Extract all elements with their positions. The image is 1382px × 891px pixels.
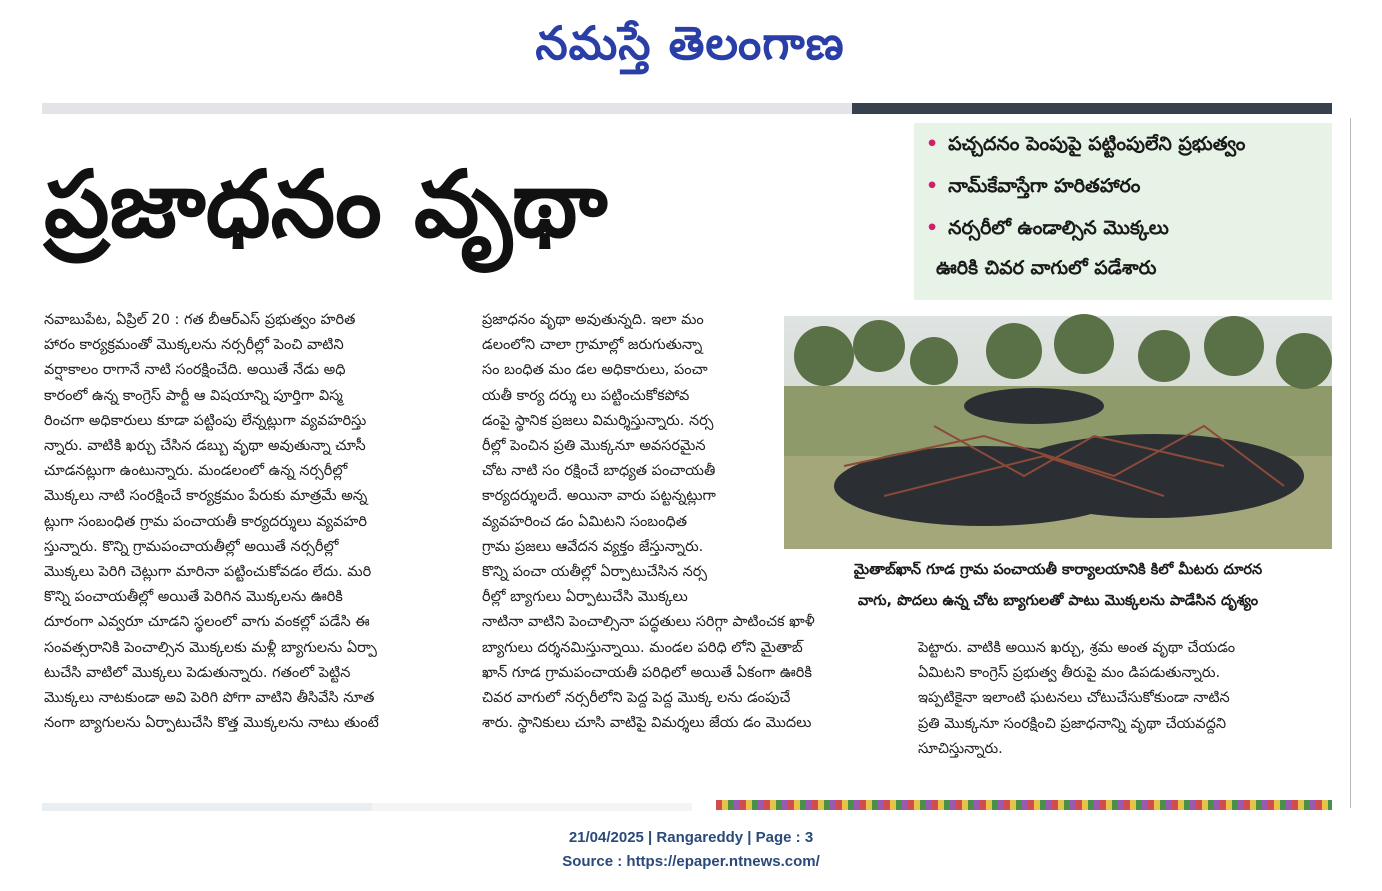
article-line: శారు. స్థానికులు చూసి వాటిపై విమర్శలు జేయ డం మొదలు xyxy=(482,715,812,732)
article-line: వ్యవహరించ డం ఏమిటని సంబంధిత xyxy=(482,513,688,530)
article-line: రించగా అధికారులు కూడా పట్టింపు లేన్నట్లుగా వ్యవహరిస్తు xyxy=(44,412,367,429)
newspaper-masthead: నమస్తే తెలంగాణ xyxy=(535,16,845,70)
article-line: నంగా బ్యాగులను ఏర్పాటుచేసి కొత్త మొక్కలను నాటు తుంటే xyxy=(44,715,379,732)
news-photo xyxy=(784,316,1332,549)
article-line: సూచిస్తున్నారు. xyxy=(918,740,1003,757)
article-line: మొక్కలు నాటకుండా అవి పెరిగి పోగా వాటిని తీసివేసి నూత xyxy=(44,690,375,707)
article-line: న్నారు. వాటికి ఖర్చు చేసిన డబ్బు వృథా అవుతున్నా చూసీ xyxy=(44,438,366,455)
article-line: యతీ కార్య దర్శు లు పట్టించుకోకపోవ xyxy=(482,387,690,404)
highlight-item xyxy=(936,257,1156,284)
bullet-icon: • xyxy=(926,133,939,155)
highlight-item xyxy=(926,217,1169,244)
article-line: ఇప్పటికైనా ఇలాంటి ఘటనలు చోటుచేసుకోకుండా నాటిన xyxy=(918,690,1230,707)
header-rule-left xyxy=(42,103,852,114)
article-line: చివర వాగులో నర్సరీలోని పెద్ద పెద్ద మొక్క లను డంపుచే xyxy=(482,690,791,707)
article-line: కొన్ని పంచాయతీల్లో అయితే పెరిగిన మొక్కలను ఊరికి xyxy=(44,589,343,606)
article-line: చోట నాటి సం రక్షించే బాధ్యత పంచాయతీ xyxy=(482,463,716,480)
header-rule-right xyxy=(852,103,1332,114)
highlight-item xyxy=(926,175,1140,202)
highlight-item xyxy=(926,133,1245,160)
highlight-text: పచ్చదనం పెంపుపై పట్టింపులేని ప్రభుత్వం xyxy=(948,133,1246,155)
bullet-icon: • xyxy=(926,217,939,239)
highlights-box xyxy=(914,123,1332,300)
article-line: మొక్కలు పెరిగి చెట్లుగా మారినా పట్టించుకోవడం లేదు. మరి xyxy=(44,564,372,581)
article-line: మొక్కలు నాటి సంరక్షించే కార్యక్రమం పేరుకు మాత్రమే అన్న xyxy=(44,488,368,505)
article-line: నాటినా వాటిని పెంచాల్సినా పద్ధతులు సరిగ్గా పాటించక ఖాళీ xyxy=(482,614,815,631)
article-line: చూడనట్లుగా ఉంటున్నారు. మండలంలో ఉన్న నర్సరీల్లో xyxy=(44,463,348,480)
article-column-3 xyxy=(918,636,1332,762)
bottom-strip xyxy=(42,803,372,811)
footer-date-line: 21/04/2025 | Rangareddy | Page : 3 xyxy=(568,829,814,846)
article-line: కొన్ని పంచా యతీల్లో ఏర్పాటుచేసిన నర్స xyxy=(482,564,707,581)
article-line: రీల్లో పెంచిన ప్రతి మొక్కనూ అవసరమైన xyxy=(482,438,706,455)
article-line: పెట్టారు. వాటికి అయిన ఖర్చు, శ్రమ అంత వృథా చేయడం xyxy=(918,640,1236,656)
photo-caption xyxy=(784,555,1332,617)
article-line: నవాబుపేట, ఏప్రిల్ 20 : గత బీఆర్‌ఎస్ ప్రభుత్వం హరిత xyxy=(44,312,356,328)
article-line: డంపై స్థానిక ప్రజలు విమర్శిస్తున్నారు. నర్స xyxy=(482,412,714,429)
page-footer xyxy=(0,826,1382,874)
article-line: రీల్లో బ్యాగులు ఏర్పాటుచేసి మొక్కలు xyxy=(482,589,688,606)
article-line: ఏమిటని కాంగ్రెస్ ప్రభుత్వ తీరుపై మం డిపడుతున్నారు. xyxy=(918,665,1221,682)
article-line: స్తున్నారు. కొన్ని గ్రామపంచాయతీల్లో అయితే నర్సరీల్లో xyxy=(44,538,339,555)
article-line: ట్లుగా సంబంధిత గ్రామ పంచాయతీ కార్యదర్శులు వ్యవహరి xyxy=(44,513,367,530)
article-line: కార్యదర్శులదే. అయినా వారు పట్టన్నట్లుగా xyxy=(482,488,716,505)
highlight-text: నర్సరీలో ఉండాల్సిన మొక్కలు xyxy=(948,217,1169,239)
article-line: గ్రామ ప్రజలు ఆవేదన వ్యక్తం జేస్తున్నారు. xyxy=(482,538,704,555)
article-line: డలంలోని చాలా గ్రామాల్లో జరుగుతున్నా xyxy=(482,337,703,354)
article-line: సంవత్సరానికి పెంచాల్సిన మొక్కలకు మళ్లీ బ్యాగులను ఏర్పా xyxy=(44,639,377,656)
article-line: హారం కార్యక్రమంతో మొక్కలను నర్సరీల్లో పెంచి వాటిని xyxy=(44,337,344,354)
bottom-strip xyxy=(372,803,692,811)
article-line: సం బంధిత మం డల అధికారులు, పంచా xyxy=(482,362,708,379)
article-line: ప్రజాధనం వృథా అవుతున్నది. ఇలా మం xyxy=(482,312,704,328)
highlight-text: ఊరికి చివర వాగులో పడేశారు xyxy=(936,257,1157,279)
footer-source-line: Source : https://epaper.ntnews.com/ xyxy=(562,853,820,870)
highlight-text: నామ్‌కేవాస్తేగా హరితహారం xyxy=(948,175,1141,197)
caption-line: వాగు, పొదలు ఉన్న చోట బ్యాగులతో పాటు మొక్కలను పాడేసిన దృశ్యం xyxy=(857,593,1259,609)
bottom-strip-colored xyxy=(716,800,1332,810)
bullet-icon: • xyxy=(926,175,939,197)
article-line: వర్షాకాలం రాగానే నాటి సంరక్షించేది. అయితే నేడు అధి xyxy=(44,362,346,379)
page-edge-line xyxy=(1350,118,1351,808)
article-line: బ్యాగులు దర్శనమిస్తున్నాయి. మండల పరిధి లోని మైతాబ్ xyxy=(482,639,803,656)
article-headline: ప్రజాధనం వృథా xyxy=(44,151,608,258)
article-line: టుచేసి వాటిలో మొక్కలు పెడుతున్నారు. గతంలో పెట్టిన xyxy=(44,664,351,681)
article-line: ప్రతి మొక్కనూ సంరక్షించి ప్రజాధనాన్ని వృథా చేయవద్దని xyxy=(918,715,1227,732)
article-column-1 xyxy=(44,308,454,736)
article-line: కారంలో ఉన్న కాంగ్రెస్ పార్టీ ఆ విషయాన్ని పూర్తిగా విస్మ xyxy=(44,387,343,404)
article-line: ఖాన్ గూడ గ్రామపంచాయతీ పరిధిలో అయితే ఏకంగా ఊరికి xyxy=(482,664,812,681)
caption-line: మైతాబ్‌ఖాన్ గూడ గ్రామ పంచాయతీ కార్యాలయానికి కిలో మీటరు దూరన xyxy=(853,562,1263,578)
article-column-2 xyxy=(482,308,815,736)
article-line: దూరంగా ఎవ్వరూ చూడని స్థలంలో వాగు వంకల్లో పడేసి ఈ xyxy=(44,614,370,631)
photo-illustration xyxy=(784,316,1332,549)
